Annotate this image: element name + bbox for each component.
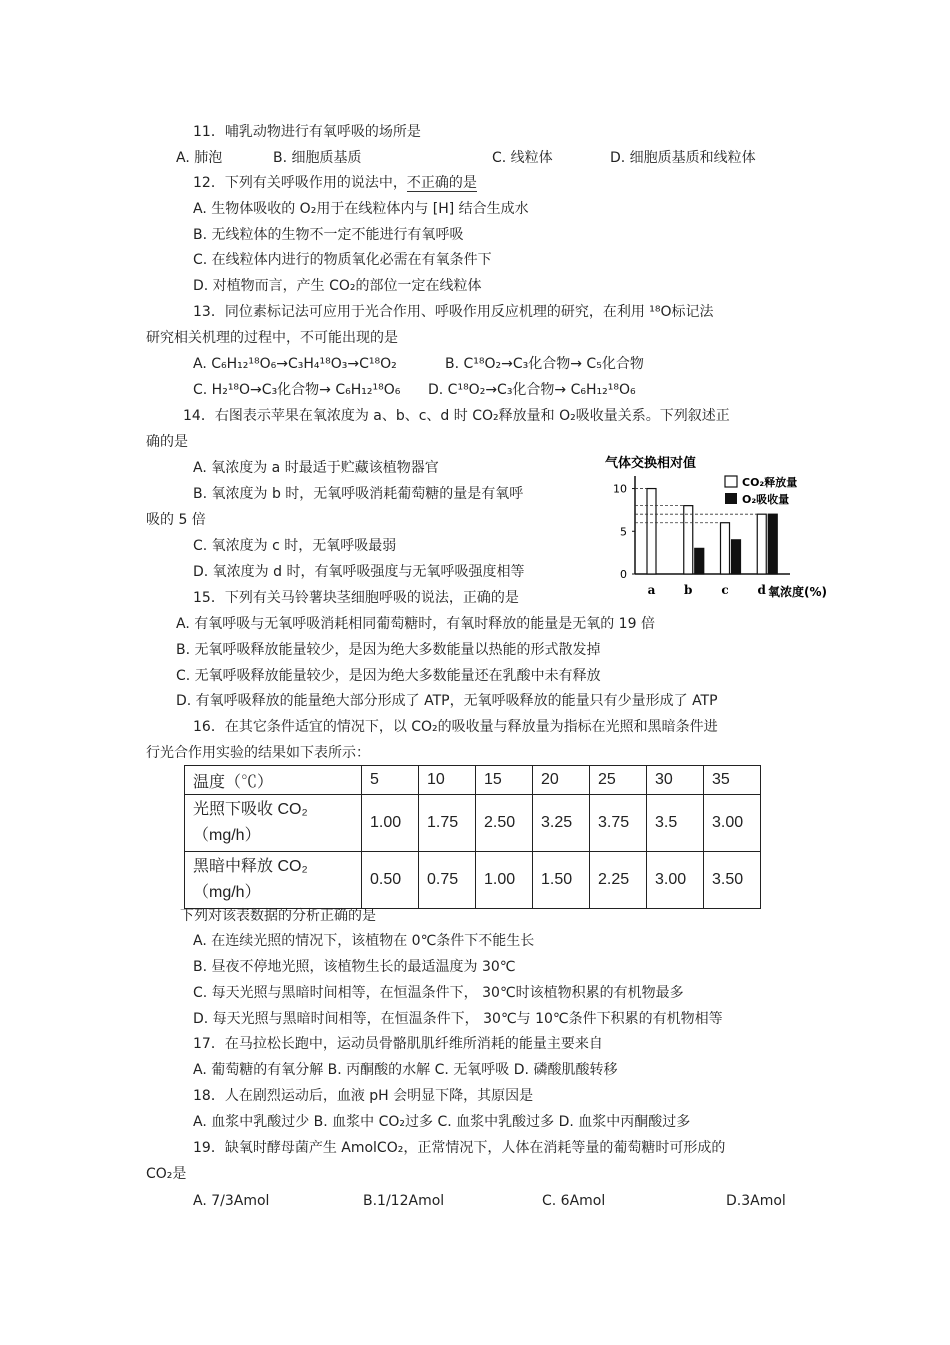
q12-option-b: B. 无线粒体的生物不一定不能进行有氧呼吸 [193,227,464,243]
q15-option-c: C. 无氧呼吸释放能量较少，是因为绝大多数能量还在乳酸中未有释放 [176,668,601,684]
bar-co2-c [721,523,730,574]
q19-option-c: C. 6Amol [542,1193,606,1209]
table-cell: 1.00 [476,852,533,909]
q16-option-a: A. 在连续光照的情况下，该植物在 0℃条件下不能生长 [193,933,535,949]
table-temp-cell: 5 [362,766,419,795]
legend-label-o2: O₂吸收量 [742,493,790,506]
q13-option-b: B. C¹⁸O₂→C₃化合物→ C₅化合物 [445,356,644,372]
q12-option-d: D. 对植物而言，产生 CO₂的部位一定在线粒体 [193,278,482,294]
q14-option-d: D. 氧浓度为 d 时，有氧呼吸强度与无氧呼吸强度相等 [193,564,525,580]
dark-label-line1: 黑暗中释放 CO₂ [193,858,308,875]
x-category-label: d [757,583,766,597]
q19-stem-line1: 19．缺氧时酵母菌产生 AmolCO₂，正常情况下，人体在消耗等量的葡萄糖时可形成的 [193,1140,726,1156]
q13-option-c: C. H₂¹⁸O→C₃化合物→ C₆H₁₂¹⁸O₆ [193,382,401,398]
q17-stem: 17．在马拉松长跑中，运动员骨骼肌肌纤维所消耗的能量主要来自 [193,1036,603,1052]
table-temp-cell: 35 [704,766,761,795]
gas-exchange-bar-chart [605,452,830,602]
q15-option-d: D. 有氧呼吸释放的能量绝大部分形成了 ATP，无氧呼吸释放的能量只有少量形成了 ATP [176,693,718,709]
y-tick-label: 10 [613,482,627,496]
light-label-line2: （mg/h） [193,827,261,844]
legend-label-co2: CO₂释放量 [742,476,798,489]
q16-stem-line2: 行光合作用实验的结果如下表所示： [146,745,370,761]
q13-option-d: D. C¹⁸O₂→C₃化合物→ C₆H₁₂¹⁸O₆ [428,382,636,398]
bar-co2-a [647,489,656,574]
q14-option-b-line1: B. 氧浓度为 b 时，无氧呼吸消耗葡萄糖的量是有氧呼 [193,486,524,502]
table-cell: 2.25 [590,852,647,909]
table-header-label: 温度（℃） [185,766,362,795]
q16-after-table: 下列对该表数据的分析正确的是 [180,908,376,924]
q17-options: A. 葡萄糖的有氧分解 B. 丙酮酸的水解 C. 无氧呼吸 D. 磷酸肌酸转移 [193,1062,618,1078]
chart-xlabel: 氧浓度(%) [768,585,827,599]
q12-stem [193,174,477,192]
table-cell: 1.50 [533,852,590,909]
q19-stem-line2: CO₂是 [146,1166,187,1182]
q12-option-a: A. 生物体吸收的 O₂用于在线粒体内与 [H] 结合生成水 [193,201,529,217]
table-temp-cell: 10 [419,766,476,795]
table-temp-cell: 20 [533,766,590,795]
table-temp-cell: 15 [476,766,533,795]
legend-swatch-o2 [725,493,737,504]
table-row-light [185,795,761,852]
bar-o2-b [695,548,704,574]
q16-option-d: D. 每天光照与黑暗时间相等，在恒温条件下， 30℃与 10℃条件下积累的有机物相等 [193,1011,723,1027]
table-cell: 3.25 [533,795,590,852]
q11-option-d: D. 细胞质基质和线粒体 [610,150,756,166]
x-category-label: c [721,583,729,597]
dark-label-line2: （mg/h） [193,884,261,901]
bar-o2-d [768,514,777,574]
table-cell: 0.50 [362,852,419,909]
y-tick-label: 0 [620,568,627,581]
q19-option-a: A. 7/3Amol [193,1193,270,1209]
table-cell: 3.00 [704,795,761,852]
table-cell: 1.00 [362,795,419,852]
table-row-dark [185,852,761,909]
x-category-label: a [647,583,656,597]
q11-option-c: C. 线粒体 [492,150,553,166]
q13-stem-line2: 研究相关机理的过程中，不可能出现的是 [146,330,398,346]
q16-option-c: C. 每天光照与黑暗时间相等，在恒温条件下， 30℃时该植物积累的有机物最多 [193,985,684,1001]
q13-stem-line1: 13．同位素标记法可应用于光合作用、呼吸作用反应机理的研究，在利用 ¹⁸O标记法 [193,304,714,320]
light-label-line1: 光照下吸收 CO₂ [193,801,308,818]
q12-stem-underlined: 不正确的是 [406,175,477,191]
table-cell: 2.50 [476,795,533,852]
q11-stem: 11．哺乳动物进行有氧呼吸的场所是 [193,124,421,140]
q15-option-b: B. 无氧呼吸释放能量较少，是因为绝大多数能量以热能的形式散发掉 [176,642,601,658]
q13-option-a: A. C₆H₁₂¹⁸O₆→C₃H₄¹⁸O₃→C¹⁸O₂ [193,356,397,372]
table-row-label-dark [185,852,362,909]
table-header-row [185,766,761,795]
chart-title: 气体交换相对值 [605,456,697,471]
q15-stem: 15．下列有关马铃薯块茎细胞呼吸的说法，正确的是 [193,590,519,606]
q14-stem-line1: 14．右图表示苹果在氧浓度为 a、b、c、d 时 CO₂释放量和 O₂吸收量关系。下列叙述正 [183,408,730,424]
q11-option-a: A. 肺泡 [176,150,223,166]
table-cell: 1.75 [419,795,476,852]
bar-co2-b [684,506,693,574]
q14-option-c: C. 氧浓度为 c 时，无氧呼吸最弱 [193,538,397,554]
bar-co2-d [757,514,766,574]
q14-stem-line2: 确的是 [146,434,188,450]
q18-options: A. 血浆中乳酸过少 B. 血浆中 CO₂过多 C. 血浆中乳酸过多 D. 血浆中丙酮酸过多 [193,1114,691,1130]
x-category-label: b [684,583,693,597]
y-tick-label: 5 [620,525,627,539]
table-cell: 3.75 [590,795,647,852]
q11-option-b: B. 细胞质基质 [273,150,362,166]
q12-option-c: C. 在线粒体内进行的物质氧化必需在有氧条件下 [193,252,492,268]
chart-legend [725,475,797,506]
table-temp-cell: 30 [647,766,704,795]
q18-stem: 18．人在剧烈运动后，血液 pH 会明显下降，其原因是 [193,1088,534,1104]
q15-option-a: A. 有氧呼吸与无氧呼吸消耗相同葡萄糖时，有氧时释放的能量是无氧的 19 倍 [176,616,655,632]
q16-option-b: B. 昼夜不停地光照，该植物生长的最适温度为 30℃ [193,959,516,975]
table-row-label-light [185,795,362,852]
q14-option-b-line2: 吸的 5 倍 [146,512,206,528]
legend-swatch-co2 [725,476,737,487]
q19-option-d: D.3Amol [726,1193,786,1209]
table-cell: 3.5 [647,795,704,852]
table-cell: 0.75 [419,852,476,909]
table-cell: 3.00 [647,852,704,909]
q16-stem-line1: 16．在其它条件适宜的情况下，以 CO₂的吸收量与释放量为指标在光照和黑暗条件进 [193,719,718,735]
q12-stem-text: 12．下列有关呼吸作用的说法中， [193,175,407,191]
q16-data-table [184,765,761,909]
table-cell: 3.50 [704,852,761,909]
table-temp-cell: 25 [590,766,647,795]
bar-o2-c [732,540,741,574]
q14-option-a: A. 氧浓度为 a 时最适于贮藏该植物器官 [193,460,439,476]
q19-option-b: B.1/12Amol [363,1193,445,1209]
